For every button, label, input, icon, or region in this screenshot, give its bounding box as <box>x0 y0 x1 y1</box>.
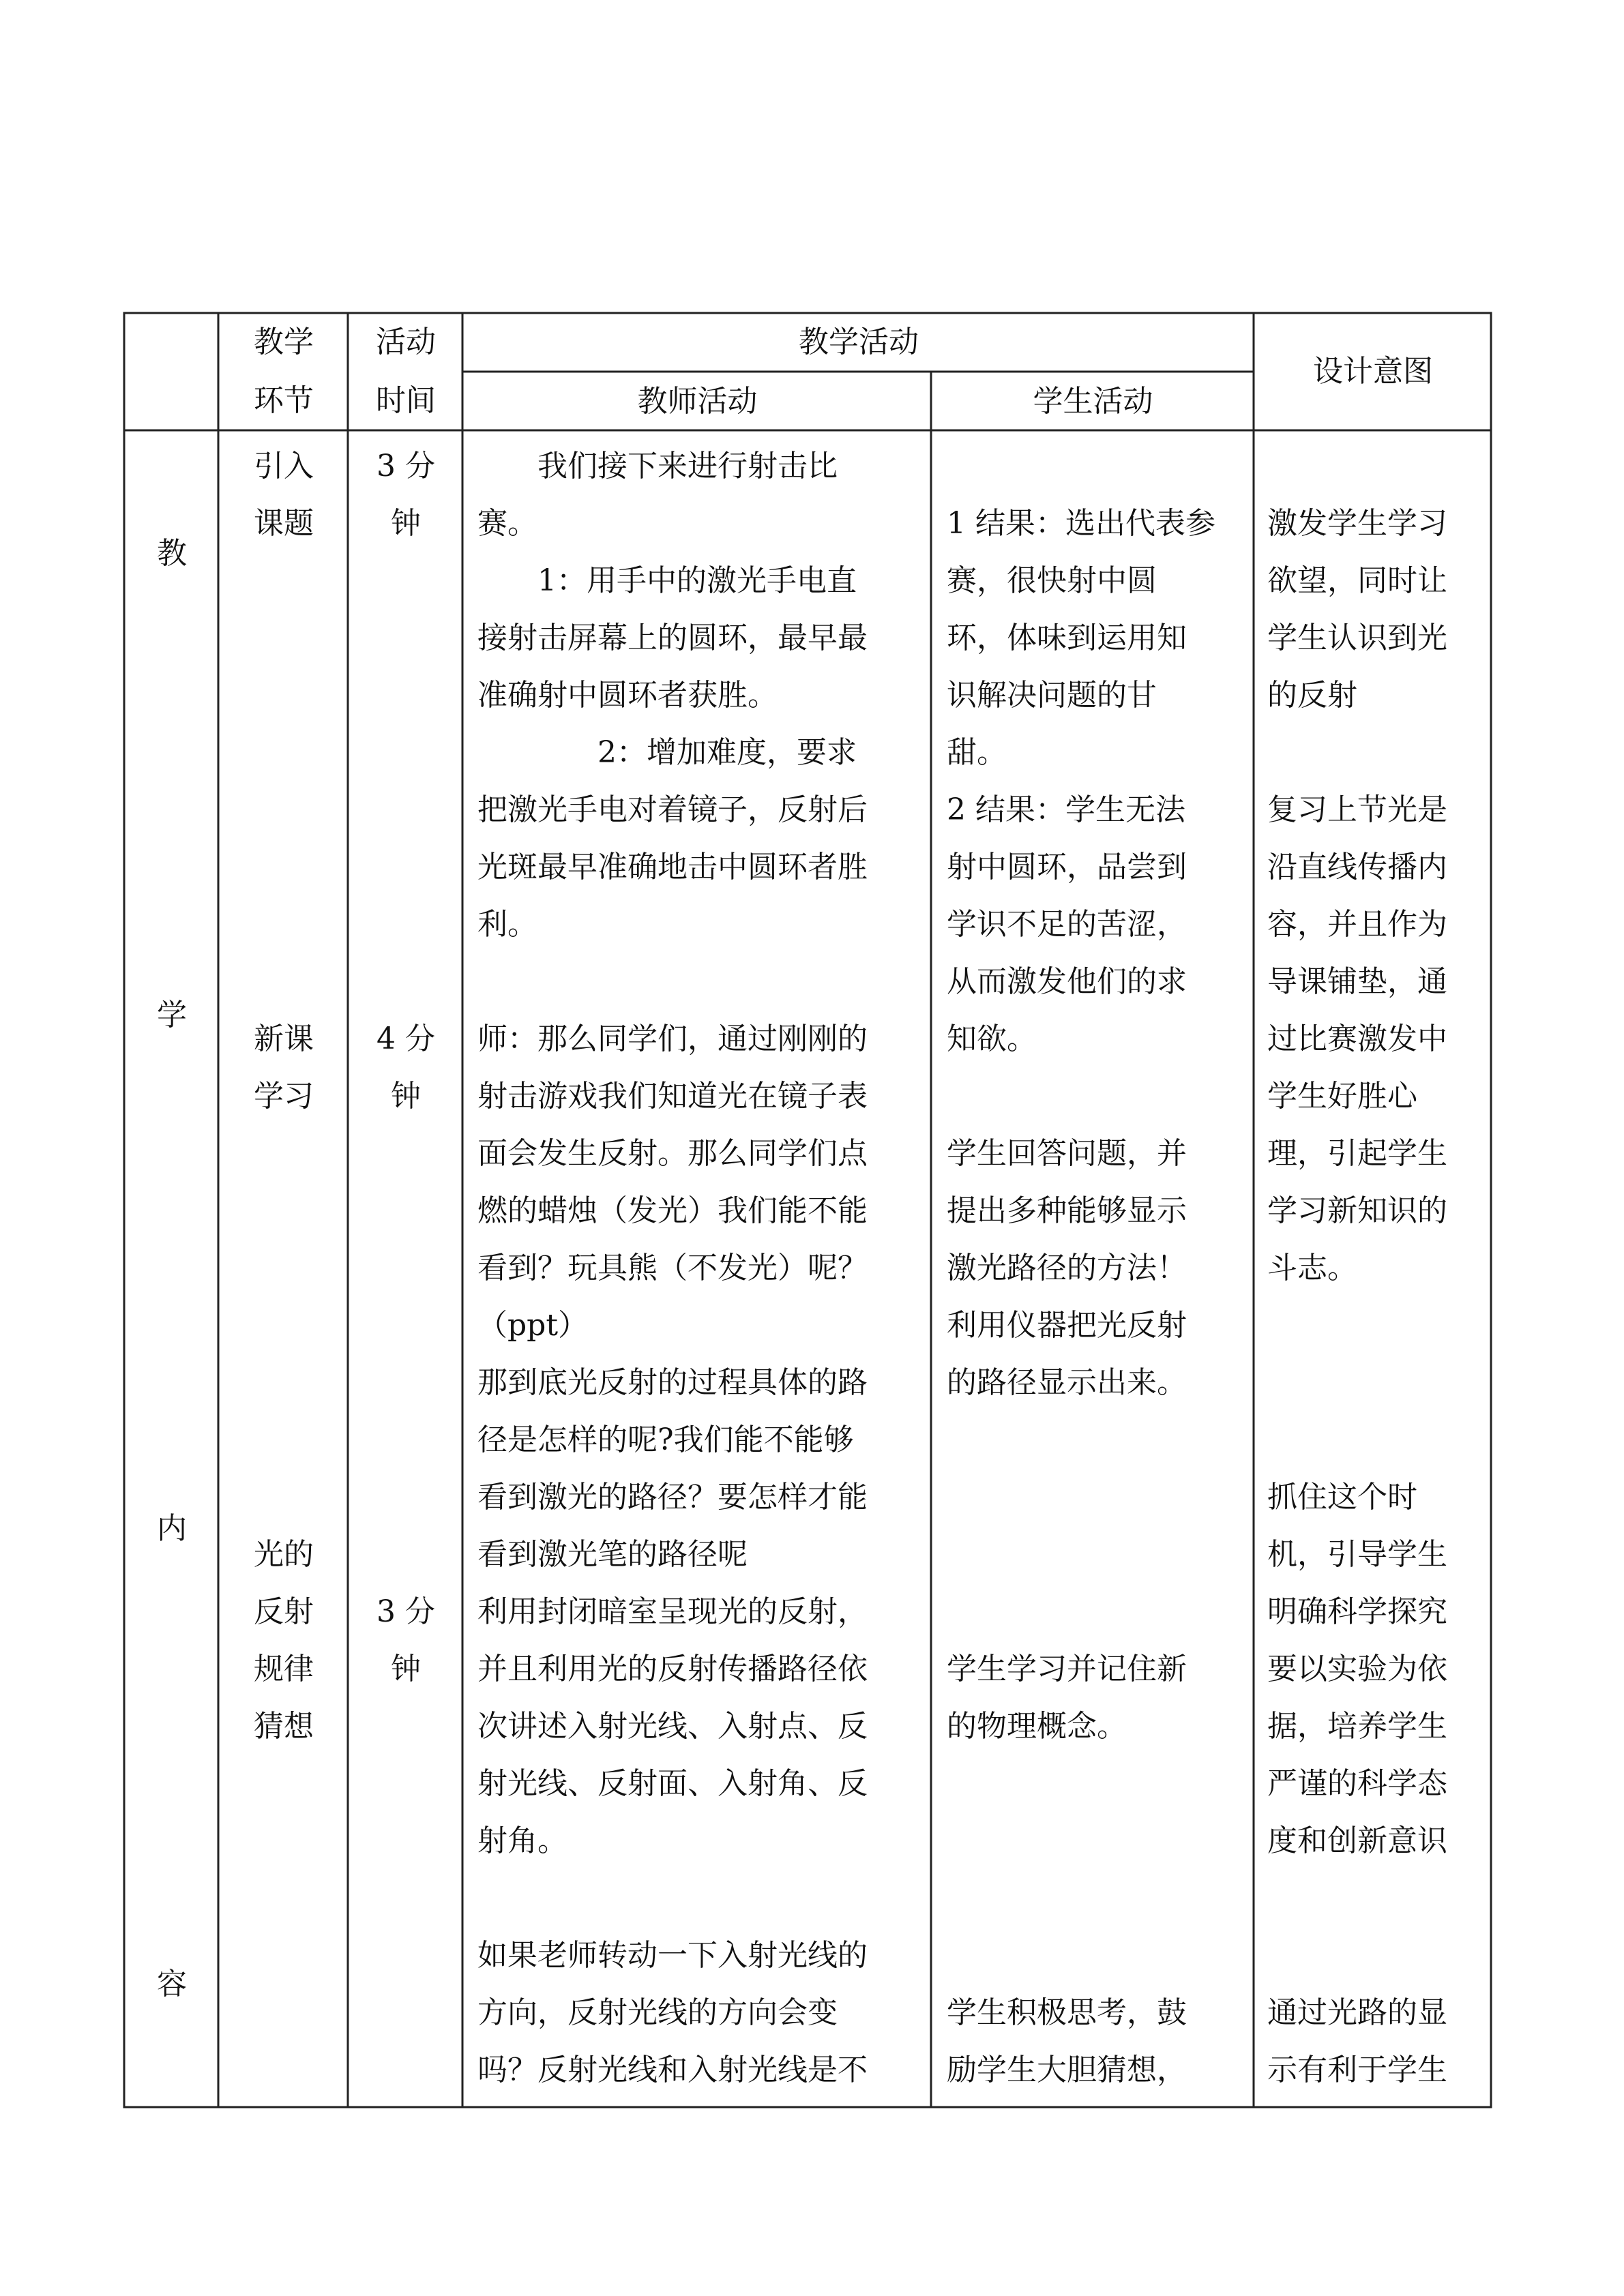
student-text-line: 识解决问题的甘 <box>947 678 1157 713</box>
student-text-line: 2 结果：学生无法 <box>947 792 1185 827</box>
design-text-line: 学习新知识的 <box>1267 1193 1447 1228</box>
teacher-text-line: 师：那么同学们，通过刚刚的 <box>477 1022 868 1056</box>
stage-name-line: 引入 <box>254 449 314 483</box>
stage-name-line: 反射 <box>254 1594 314 1629</box>
teacher-text-line: 准确射中圆环者获胜。 <box>477 678 778 713</box>
student-text-line: 的物理概念。 <box>947 1709 1127 1744</box>
side-label-char: 教 <box>157 536 187 571</box>
student-text-line: 学生回答问题，并 <box>947 1136 1187 1171</box>
teacher-text-line: 方向，反射光线的方向会变 <box>477 1995 838 2030</box>
design-text-line: 激发学生学习 <box>1267 506 1447 541</box>
teacher-text-line: 射光线、反射面、入射角、反 <box>477 1766 868 1801</box>
teacher-text-line: 1：用手中的激光手电直 <box>477 563 857 598</box>
teacher-text-line: 利。 <box>477 907 537 942</box>
student-text-line: 知欲。 <box>947 1022 1037 1056</box>
teacher-text-line: 次讲述入射光线、入射点、反 <box>477 1709 868 1744</box>
design-text-line: 机，引导学生 <box>1267 1537 1447 1572</box>
design-text-line: 学生好胜心 <box>1267 1079 1417 1114</box>
student-text-line: 利用仪器把光反射 <box>947 1308 1187 1343</box>
teacher-text-line: 径是怎样的呢?我们能不能够 <box>477 1422 854 1457</box>
side-label-char: 学 <box>157 998 187 1032</box>
design-text-line: 理，引起学生 <box>1267 1136 1447 1171</box>
student-text-line: 激光路径的方法！ <box>947 1251 1187 1285</box>
teacher-text-line: 看到激光笔的路径呢 <box>477 1537 748 1572</box>
teacher-text-line: 面会发生反射。那么同学们点 <box>477 1136 868 1171</box>
teacher-text-line: 看到？玩具熊（不发光）呢？ <box>477 1251 868 1285</box>
stage-name-line: 规律 <box>254 1652 314 1686</box>
design-text-line: 容，并且作为 <box>1267 907 1447 942</box>
teacher-text-line: 吗？反射光线和入射光线是不 <box>477 2053 868 2087</box>
stage-time-line: 3 分 <box>377 449 435 483</box>
student-text-line: 的路径显示出来。 <box>947 1365 1187 1400</box>
side-label-char: 内 <box>157 1511 187 1546</box>
header-time-line-2: 时间 <box>376 383 436 418</box>
student-text-line: 赛，很快射中圆 <box>947 563 1157 598</box>
teacher-text-line: 那到底光反射的过程具体的路 <box>477 1365 868 1400</box>
teacher-text-line: 把激光手电对着镜子，反射后 <box>477 792 868 827</box>
header-stage-line-2: 环节 <box>254 383 314 418</box>
design-text-line: 据，培养学生 <box>1267 1709 1447 1744</box>
teacher-text-line: （ppt） <box>477 1308 589 1343</box>
header-design-intent: 设计意图 <box>1313 354 1433 389</box>
design-text-line: 学生认识到光 <box>1267 621 1447 655</box>
stage-name-line: 光的 <box>254 1537 314 1572</box>
header-time-line-1: 活动 <box>376 325 436 359</box>
stage-time-line: 钟 <box>391 1079 421 1114</box>
design-text-line: 明确科学探究 <box>1267 1594 1447 1629</box>
teacher-text-line: 射击游戏我们知道光在镜子表 <box>477 1079 868 1114</box>
design-text-line: 沿直线传播内 <box>1267 850 1447 884</box>
teacher-text-line: 利用封闭暗室呈现光的反射， <box>477 1594 868 1629</box>
teacher-text-line: 射角。 <box>477 1823 567 1858</box>
teacher-text-line: 燃的蜡烛（发光）我们能不能 <box>477 1193 868 1228</box>
stage-time-line: 3 分 <box>377 1594 435 1629</box>
stage-time-line: 钟 <box>391 1652 421 1686</box>
teacher-text-line: 光斑最早准确地击中圆环者胜 <box>477 850 868 884</box>
design-text-line: 复习上节光是 <box>1267 792 1447 827</box>
design-text-line: 通过光路的显 <box>1267 1995 1447 2030</box>
header-student-activity: 学生活动 <box>1033 384 1153 419</box>
student-text-line: 从而激发他们的求 <box>947 964 1187 999</box>
student-text-line: 励学生大胆猜想， <box>947 2053 1187 2087</box>
teacher-text-line: 如果老师转动一下入射光线的 <box>477 1938 868 1973</box>
design-text-line: 欲望，同时让 <box>1267 563 1447 598</box>
teacher-text-line: 赛。 <box>477 506 537 541</box>
header-teacher-activity: 教师活动 <box>637 384 758 419</box>
teacher-text-line: 接射击屏幕上的圆环，最早最 <box>477 621 868 655</box>
design-text-line: 斗志。 <box>1267 1251 1357 1285</box>
design-text-line: 严谨的科学态 <box>1267 1766 1447 1801</box>
teacher-text-line: 2：增加难度，要求 <box>477 735 857 770</box>
stage-name-line: 学习 <box>254 1079 314 1114</box>
student-text-line: 学识不足的苦涩， <box>947 907 1187 942</box>
stage-name-line: 猜想 <box>254 1709 314 1744</box>
stage-time-line: 4 分 <box>377 1022 435 1056</box>
stage-name-line: 课题 <box>254 506 314 541</box>
design-text-line: 的反射 <box>1267 678 1357 713</box>
stage-time-line: 钟 <box>391 506 421 541</box>
student-text-line: 学生学习并记住新 <box>947 1652 1187 1686</box>
design-text-line: 度和创新意识 <box>1267 1823 1447 1858</box>
student-text-line: 环，体味到运用知 <box>947 621 1187 655</box>
design-text-line: 要以实验为依 <box>1267 1652 1447 1686</box>
design-text-line: 示有利于学生 <box>1267 2053 1447 2087</box>
student-text-line: 提出多种能够显示 <box>947 1193 1187 1228</box>
teacher-text-line: 我们接下来进行射击比 <box>477 449 838 483</box>
teacher-text-line: 并且利用光的反射传播路径依 <box>477 1652 868 1686</box>
student-text-line: 1 结果：选出代表参 <box>947 506 1215 541</box>
teacher-text-line: 看到激光的路径？要怎样才能 <box>477 1480 868 1515</box>
header-stage-line-1: 教学 <box>254 325 314 359</box>
side-label-char: 容 <box>157 1967 187 2001</box>
design-text-line: 抓住这个时 <box>1267 1480 1417 1515</box>
design-text-line: 过比赛激发中 <box>1267 1022 1447 1056</box>
student-text-line: 射中圆环，品尝到 <box>947 850 1187 884</box>
header-teaching-activity: 教学活动 <box>799 325 919 359</box>
student-text-line: 学生积极思考，鼓 <box>947 1995 1187 2030</box>
stage-name-line: 新课 <box>254 1022 314 1056</box>
student-text-line: 甜。 <box>947 735 1007 770</box>
design-text-line: 导课铺垫，通 <box>1267 964 1447 999</box>
